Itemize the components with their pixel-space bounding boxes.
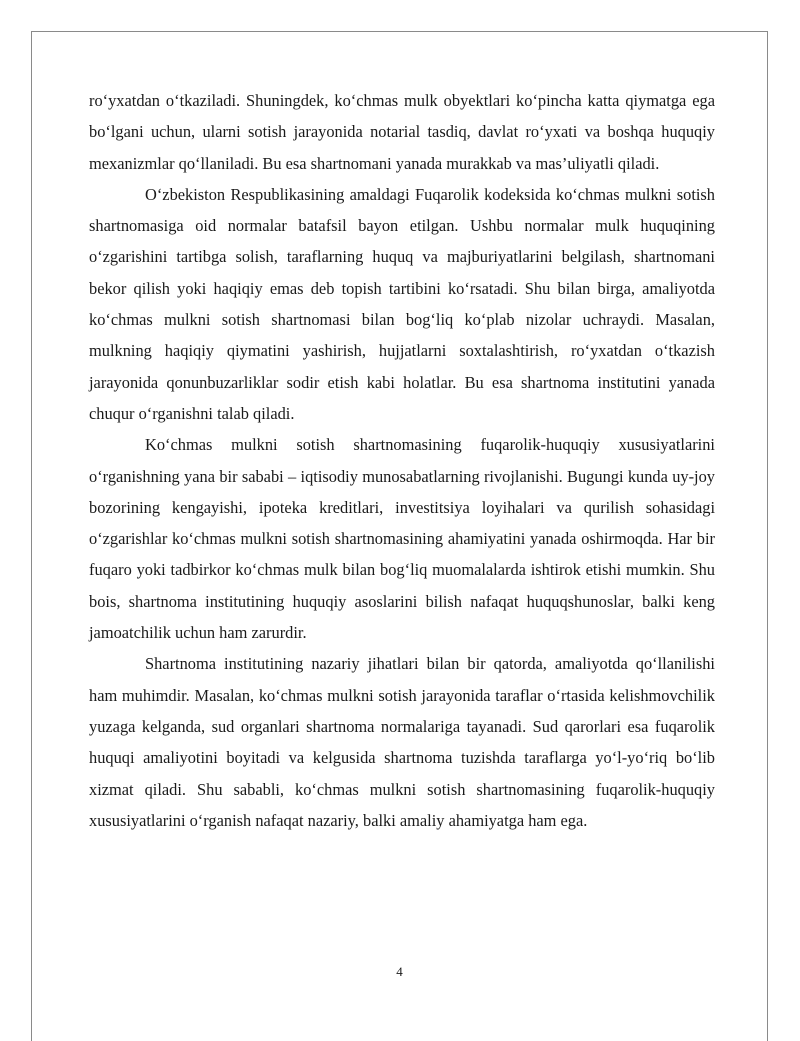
document-page xyxy=(31,31,768,1041)
paragraph-1: ro‘yxatdan o‘tkaziladi. Shuningdek, ko‘chmas mulk obyektlari ko‘pincha katta qiymatga ega bo‘lgani uchun, ularni sotish jarayonida notarial tasdiq, davlat ro‘yxati va boshqa huquqiy mexanizmlar qo‘llaniladi. Bu esa shartnomani yanada murakkab va mas’uliyatli qiladi. xyxy=(89,91,715,173)
body-text xyxy=(89,85,715,836)
paragraph-4: Shartnoma institutining nazariy jihatlari bilan bir qatorda, amaliyotda qo‘llanilishi ham muhimdir. Masalan, ko‘chmas mulkni sotish jarayonida taraflar o‘rtasida kelishmovchilik yuzaga kelganda, sud organlari shartnoma normalariga tayanadi. Sud qarorlari esa fuqarolik huquqi amaliyotini boyitadi va kelgusida shartnoma tuzishda taraflarga yo‘l-yo‘riq bo‘lib xizmat qiladi. Shu sababli, ko‘chmas mulkni sotish shartnomasining fuqarolik-huquqiy xususiyatlarini o‘rganish nafaqat nazariy, balki amaliy ahamiyatga ham ega. xyxy=(89,654,715,830)
paragraph-3: Ko‘chmas mulkni sotish shartnomasining fuqarolik-huquqiy xususiyatlarini o‘rganishning yana bir sababi – iqtisodiy munosabatlarning rivojlanishi. Bugungi kunda uy-joy bozorining kengayishi, ipoteka kreditlari, investitsiya loyihalari va qurilish sohasidagi o‘zgarishlar ko‘chmas mulkni sotish shartnomasining ahamiyatini yanada oshirmoqda. Har bir fuqaro yoki tadbirkor ko‘chmas mulk bilan bog‘liq muomalalarda ishtirok etishi mumkin. Shu bois, shartnoma institutining huquqiy asoslarini bilish nafaqat huquqshunoslar, balki keng jamoatchilik uchun ham zarurdir. xyxy=(89,435,715,643)
page-number: 4 xyxy=(396,964,403,979)
paragraph-2: O‘zbekiston Respublikasining amaldagi Fuqarolik kodeksida ko‘chmas mulkni sotish shartnomasiga oid normalar batafsil bayon etilgan. Ushbu normalar mulk huquqining o‘zgarishini tartibga solish, taraflarning huquq va majburiyatlarini belgilash, shartnomani bekor qilish yoki haqiqiy emas deb topish tartibini ko‘rsatadi. Shu bilan birga, amaliyotda ko‘chmas mulkni sotish shartnomasi bilan bog‘liq ko‘plab nizolar uchraydi. Masalan, mulkning haqiqiy qiymatini yashirish, hujjatlarni soxtalashtirish, ro‘yxatdan o‘tkazish jarayonida qonunbuzarliklar sodir etish kabi holatlar. Bu esa shartnoma institutini yanada chuqur o‘rganishni talab qiladi. xyxy=(89,184,715,423)
